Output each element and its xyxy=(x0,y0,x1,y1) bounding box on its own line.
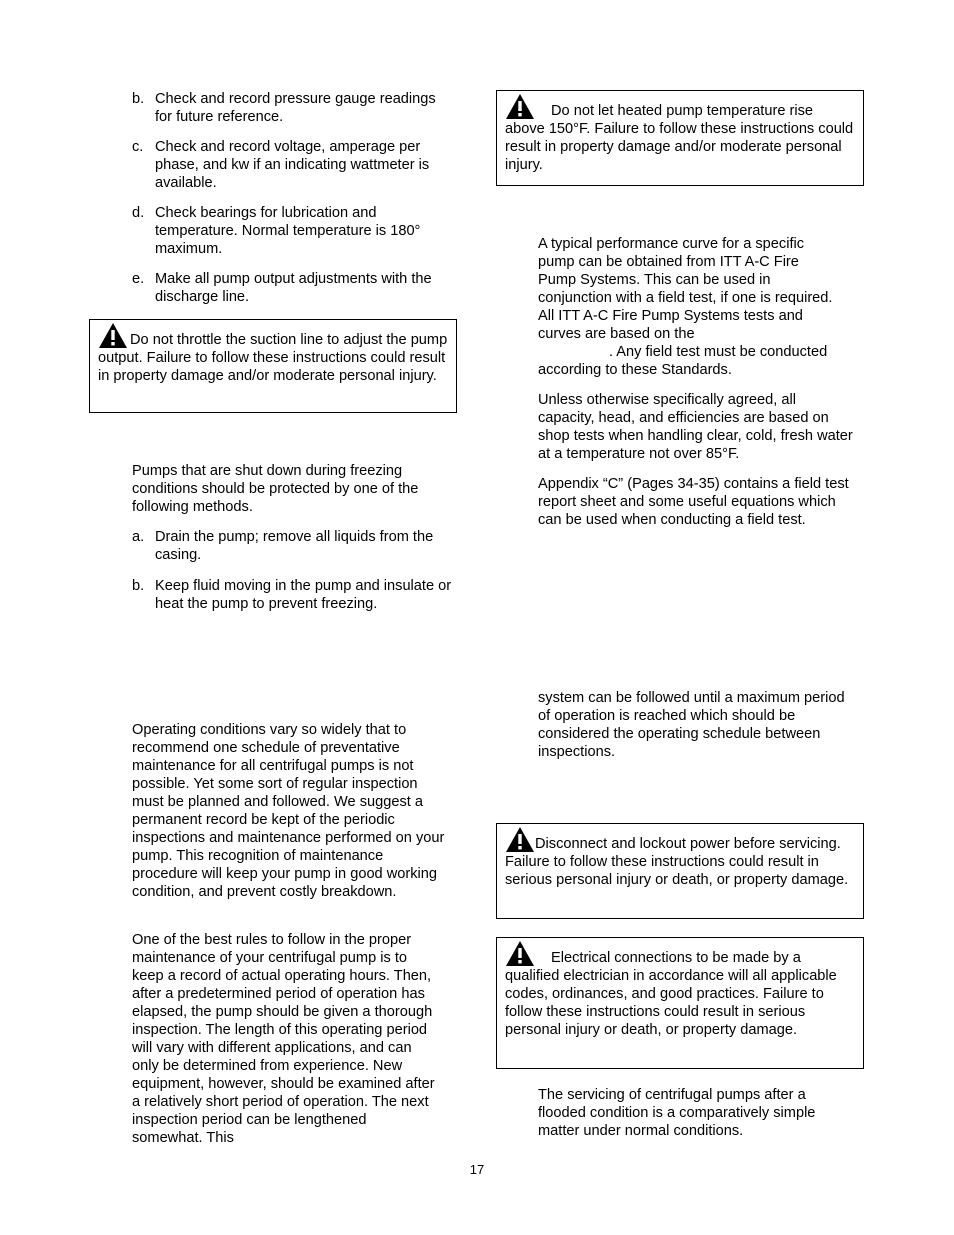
warning-text: Do not throttle the suction line to adjust the pump output. Failure to follow these instructions could result in property damage and/or moderate personal injury. xyxy=(98,332,448,384)
freeze-methods-list xyxy=(132,528,452,613)
maintenance-paragraph-1: Operating conditions vary so widely that to recommend one schedule of preventative maintenance for all centrifugal pumps is not possible. Yet some sort of regular inspection must be planned and followed. We suggest a permanent record be kept of the periodic inspections and maintenance performed on your pump. This recognition of maintenance procedure will keep your pump in good working condition, and prevent costly breakdown. xyxy=(132,722,445,900)
warning-text: Electrical connections to be made by a qualified electrician in accordance will all applicable codes, ordinances, and good practices. Failure to follow these instructions could result in serious personal injury or death, or property damage. xyxy=(505,950,837,1038)
text-line: pump can be obtained from ITT A-C Fire xyxy=(538,254,799,270)
list-item xyxy=(132,204,452,258)
list-item xyxy=(132,270,452,306)
warning-box-electrical xyxy=(496,937,864,1069)
appendix-paragraph: Appendix “C” (Pages 34-35) contains a field test report sheet and some useful equations which can be used when conducting a field test. xyxy=(538,476,849,528)
list-marker: c. xyxy=(132,139,144,155)
freeze-intro: Pumps that are shut down during freezing conditions should be protected by one of the following methods. xyxy=(132,463,419,515)
system-paragraph: system can be followed until a maximum period of operation is reached which should be considered the operating schedule between inspections. xyxy=(538,690,845,760)
warning-box-power xyxy=(496,823,864,919)
list-item-text: Make all pump output adjustments with the discharge line. xyxy=(155,271,432,305)
list-item xyxy=(132,577,452,613)
list-marker: e. xyxy=(132,271,145,287)
warning-triangle-icon xyxy=(98,322,128,349)
list-marker: a. xyxy=(132,529,145,545)
list-marker: d. xyxy=(132,205,145,221)
list-item-text: Check bearings for lubrication and temperature. Normal temperature is 180° maximum. xyxy=(155,205,421,257)
warning-text: Disconnect and lockout power before servicing. Failure to follow these instructions could result in serious personal injury or death, or property damage. xyxy=(505,836,849,888)
text-continuation: . Any field test must be conducted according to these Standards. xyxy=(538,344,828,378)
list-item xyxy=(132,528,452,564)
list-item xyxy=(132,90,452,126)
capacity-paragraph: Unless otherwise specifically agreed, all capacity, head, and efficiencies are based on shop tests when handling clear, cold, fresh water at a temperature not over 85°F. xyxy=(538,392,853,462)
list-item xyxy=(132,138,452,192)
text-line: Pump Systems. This can be used in xyxy=(538,272,771,288)
list-item-text: Keep fluid moving in the pump and insulate or heat the pump to prevent freezing. xyxy=(155,578,452,612)
text-line: curves are based on the xyxy=(538,326,695,342)
performance-curve-paragraph xyxy=(538,235,862,379)
maintenance-paragraph-2: One of the best rules to follow in the proper maintenance of your centrifugal pump is to keep a record of actual operating hours. Then, after a predetermined period of operation has elapsed, the pump should be given a thorough inspection. The length of this operating period will vary with different applications, and can only be determined from experience. New equipment, however, should be examined after a relatively short period of operation. The next inspection period can be lengthened somewhat. This xyxy=(132,932,435,1146)
warning-text: Do not let heated pump temperature rise above 150°F. Failure to follow these instructions could result in property damage and/or moderate personal injury. xyxy=(505,103,854,173)
text-line: A typical performance curve for a specific xyxy=(538,236,805,252)
text-line xyxy=(538,343,862,379)
flood-paragraph: The servicing of centrifugal pumps after a flooded condition is a comparatively simple matter under normal conditions. xyxy=(538,1087,816,1139)
warning-box-temperature xyxy=(496,90,864,186)
list-item-text: Drain the pump; remove all liquids from the casing. xyxy=(155,529,434,563)
inspection-checklist xyxy=(132,90,452,306)
warning-triangle-icon xyxy=(505,93,535,120)
text-line: conjunction with a field test, if one is required. xyxy=(538,290,833,306)
warning-triangle-icon xyxy=(505,826,535,853)
list-item-text: Check and record pressure gauge readings for future reference. xyxy=(155,91,436,125)
warning-triangle-icon xyxy=(505,940,535,967)
warning-box-suction xyxy=(89,319,457,413)
list-item-text: Check and record voltage, amperage per phase, and kw if an indicating wattmeter is available. xyxy=(155,139,430,191)
list-marker: b. xyxy=(132,91,145,107)
page-number: 17 xyxy=(469,1162,485,1177)
list-marker: b. xyxy=(132,578,145,594)
text-line: All ITT A-C Fire Pump Systems tests and xyxy=(538,308,803,324)
